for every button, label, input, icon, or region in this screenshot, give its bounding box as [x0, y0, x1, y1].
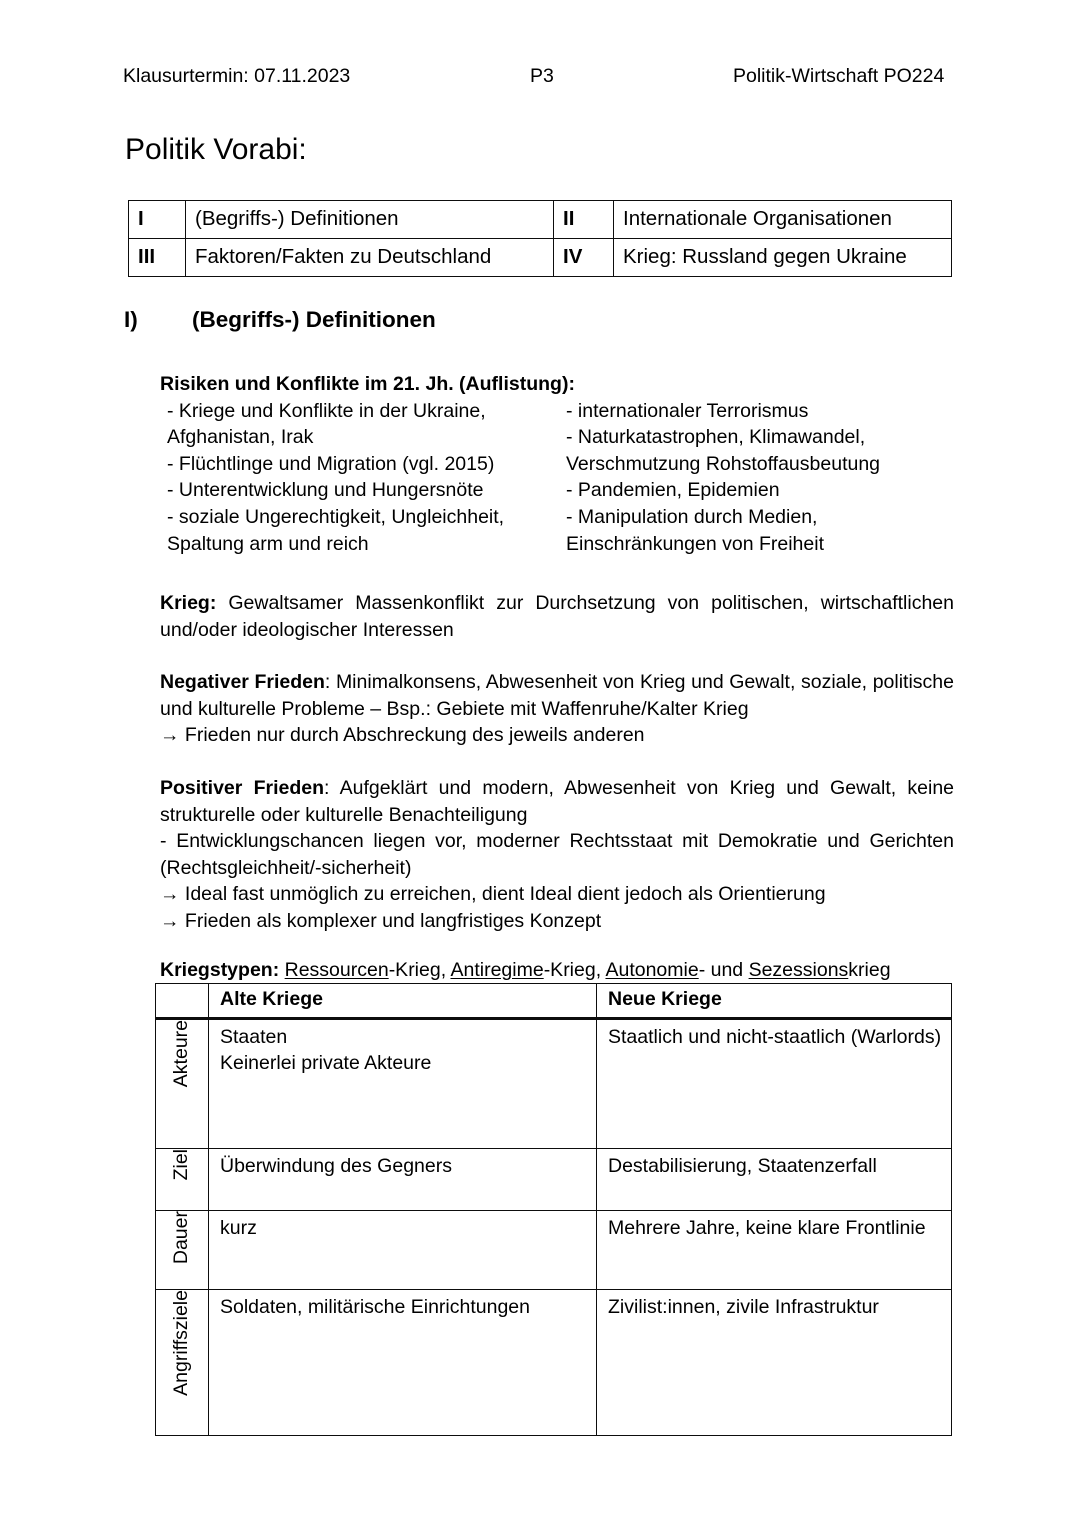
overview-topic-3: Faktoren/Fakten zu Deutschland — [186, 239, 554, 277]
kriegstypen-part-2: Antiregime — [450, 959, 544, 981]
list-item: - Naturkatastrophen, Klimawandel, — [566, 426, 866, 449]
list-item: - Kriege und Konflikte in der Ukraine, — [167, 399, 486, 422]
header-course-code: P3 — [530, 65, 554, 87]
overview-topic-4: Krieg: Russland gegen Ukraine — [614, 239, 952, 277]
cell-line: Soldaten, militärische Einrichtungen — [220, 1296, 531, 1318]
comparison-header-old: Alte Kriege — [209, 984, 597, 1019]
list-item: - Pandemien, Epidemien — [566, 479, 780, 502]
risks-two-column-list — [160, 398, 954, 558]
row-label-akteure — [156, 1019, 209, 1149]
table-row — [156, 1019, 952, 1149]
row-label-ziel — [156, 1149, 209, 1211]
definition-krieg-body: Gewaltsamer Massenkonflikt zur Durchsetzung von politischen, wirtschaftlichen und/oder ideologischer Interessen — [160, 592, 954, 641]
list-item: - internationaler Terrorismus — [566, 399, 809, 422]
definition-negativer-frieden — [160, 669, 954, 749]
document-header — [123, 63, 957, 89]
risks-heading: Risiken und Konflikte im 21. Jh. (Auflistung): — [160, 373, 575, 395]
definition-negativer-frieden-body: : Minimalkonsens, Abwesenheit von Krieg und Gewalt, soziale, politische und kulturelle Probleme – Bsp.: Gebiete mit Waffenruhe/Kalter Krieg — [160, 671, 954, 720]
overview-topic-1: (Begriffs-) Definitionen — [186, 201, 554, 239]
kriegstypen-label: Kriegstypen: — [160, 959, 280, 981]
header-subject: Politik-Wirtschaft PO224 — [733, 65, 945, 87]
positiver-frieden-conclusion-2: → Frieden als komplexer und langfristiges Konzept — [160, 909, 602, 932]
table-row — [129, 239, 952, 277]
cell-new-ziel — [597, 1149, 952, 1211]
table-row — [156, 1211, 952, 1290]
term-krieg: Krieg: — [160, 592, 217, 614]
kriegstypen-line — [160, 957, 891, 983]
definition-positiver-frieden-text — [160, 775, 954, 828]
list-item: Spaltung arm und reich — [167, 532, 369, 555]
overview-roman-2: II — [554, 201, 614, 239]
overview-roman-1: I — [129, 201, 186, 239]
kriegstypen-part-1: -Krieg, — [388, 959, 451, 981]
header-exam-date: Klausurtermin: 07.11.2023 — [123, 65, 351, 87]
kriegstypen-part-5: - und — [698, 959, 749, 981]
cell-line: Überwindung des Gegners — [220, 1155, 452, 1177]
overview-table — [128, 200, 952, 277]
table-row — [129, 201, 952, 239]
comparison-table — [155, 983, 952, 1436]
definition-positiver-frieden — [160, 775, 954, 935]
list-item: - Flüchtlinge und Migration (vgl. 2015) — [167, 452, 495, 475]
table-row — [156, 1290, 952, 1436]
definition-positiver-frieden-body: : Aufgeklärt und modern, Abwesenheit von Krieg und Gewalt, keine strukturelle oder kulturelle Benachteiligung — [160, 777, 955, 826]
cell-new-dauer — [597, 1211, 952, 1290]
definition-krieg-text — [160, 590, 954, 643]
cell-new-akteure — [597, 1019, 952, 1149]
comparison-header-label — [156, 984, 209, 1019]
section-heading — [124, 305, 436, 335]
row-label-text: Ziel — [170, 1149, 193, 1181]
page-title: Politik Vorabi: — [125, 133, 307, 166]
row-label-text: Dauer — [170, 1211, 193, 1265]
list-item: Einschränkungen von Freiheit — [566, 532, 824, 555]
overview-topic-2: Internationale Organisationen — [614, 201, 952, 239]
kriegstypen-part-3: -Krieg, — [543, 959, 606, 981]
cell-old-akteure — [209, 1019, 597, 1149]
cell-line: Zivilist:innen, zivile Infrastruktur — [608, 1296, 879, 1318]
kriegstypen-part-0: Ressourcen — [284, 959, 389, 981]
cell-new-angriffsziele — [597, 1290, 952, 1436]
list-item: - Unterentwicklung und Hungersnöte — [167, 479, 484, 502]
section-number: I) — [124, 307, 138, 332]
list-item: Afghanistan, Irak — [167, 426, 314, 449]
cell-line: Destabilisierung, Staatenzerfall — [608, 1155, 877, 1177]
negativer-frieden-conclusion: → Frieden nur durch Abschreckung des jeweils anderen — [160, 724, 645, 747]
row-label-angriffsziele — [156, 1290, 209, 1436]
table-row — [156, 1149, 952, 1211]
kriegstypen-part-6: Sezessions — [748, 959, 849, 981]
cell-old-ziel — [209, 1149, 597, 1211]
cell-line: Staatlich und nicht-staatlich (Warlords) — [608, 1026, 942, 1048]
cell-line: Staaten — [220, 1026, 288, 1048]
cell-old-dauer — [209, 1211, 597, 1290]
term-positiver-frieden: Positiver Frieden — [160, 777, 325, 799]
definition-krieg — [160, 590, 954, 643]
row-label-text: Angriffsziele — [170, 1290, 193, 1396]
risks-left-column — [167, 398, 567, 558]
cell-old-angriffsziele — [209, 1290, 597, 1436]
list-item: Verschmutzung Rohstoffausbeutung — [566, 452, 881, 475]
kriegstypen-parts — [285, 959, 891, 981]
kriegstypen-part-7: krieg — [848, 959, 891, 981]
cell-line: kurz — [220, 1217, 257, 1239]
kriegstypen-part-4: Autonomie — [605, 959, 699, 981]
term-negativer-frieden: Negativer Frieden — [160, 671, 325, 693]
cell-line: Mehrere Jahre, keine klare Frontlinie — [608, 1217, 926, 1239]
row-label-dauer — [156, 1211, 209, 1290]
section-title: (Begriffs-) Definitionen — [192, 307, 436, 332]
positiver-frieden-conclusion-1: → Ideal fast unmöglich zu erreichen, dient Ideal dient jedoch als Orientierung — [160, 883, 826, 906]
list-item: - soziale Ungerechtigkeit, Ungleichheit, — [167, 505, 505, 528]
comparison-header-new: Neue Kriege — [597, 984, 952, 1019]
overview-roman-4: IV — [554, 239, 614, 277]
risks-right-column — [566, 398, 966, 558]
positiver-frieden-bullet: - Entwicklungschancen liegen vor, moderner Rechtsstaat mit Demokratie und Gerichten (Rechtsgleichheit/-sicherheit) — [160, 830, 954, 879]
row-label-text: Akteure — [170, 1020, 193, 1088]
cell-line: Keinerlei private Akteure — [220, 1052, 432, 1075]
overview-roman-3: III — [129, 239, 186, 277]
table-header-row — [156, 984, 952, 1019]
list-item: - Manipulation durch Medien, — [566, 505, 818, 528]
definition-negativer-frieden-text — [160, 669, 954, 722]
risks-block — [160, 371, 954, 558]
